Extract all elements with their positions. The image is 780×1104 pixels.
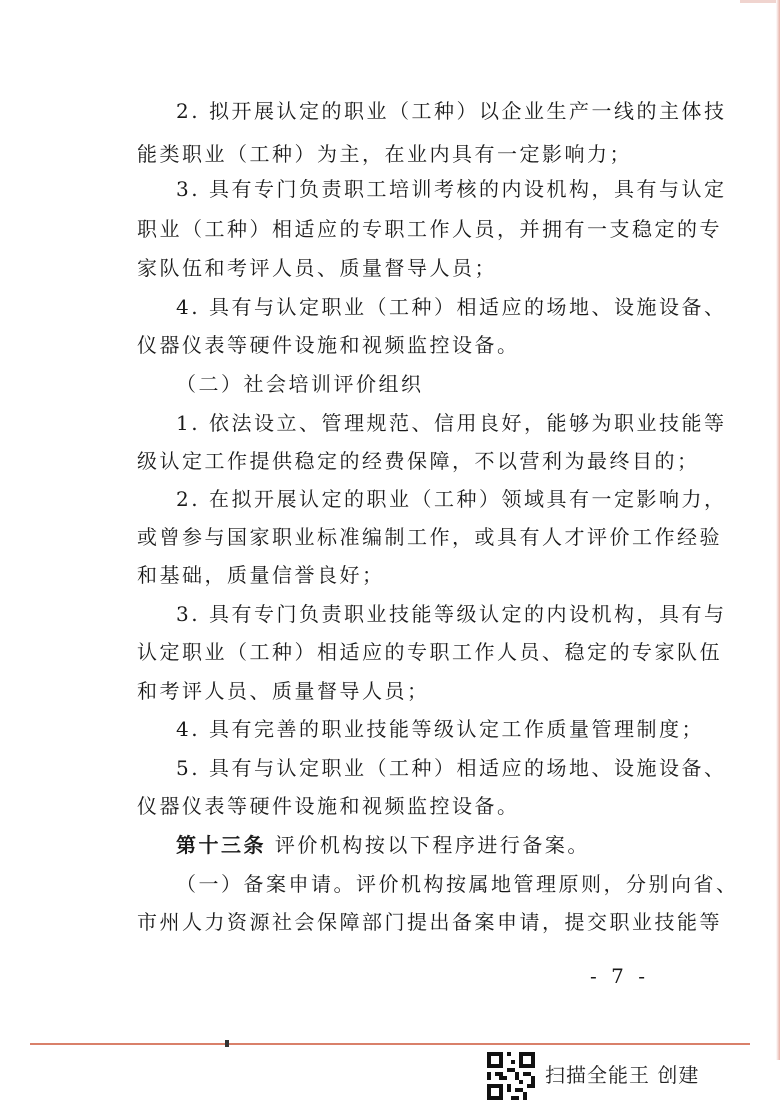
paragraph-line: 4. 具有与认定职业（工种）相适应的场地、设施设备、 xyxy=(176,295,727,319)
rule-mark xyxy=(225,1040,229,1047)
paragraph-line: 仪器仪表等硬件设施和视频监控设备。 xyxy=(137,333,520,357)
paragraph-line: 职业（工种）相适应的专职工作人员，并拥有一支稳定的专 xyxy=(137,217,722,241)
paragraph-line: 或曾参与国家职业标准编制工作，或具有人才评价工作经验 xyxy=(137,525,722,549)
article-line xyxy=(176,832,590,858)
paragraph-line: 3. 具有专门负责职业技能等级认定的内设机构，具有与 xyxy=(176,602,727,626)
paragraph-line: 和考评人员、质量督导人员； xyxy=(137,679,430,703)
paragraph-line: 市州人力资源社会保障部门提出备案申请，提交职业技能等 xyxy=(137,910,722,934)
paragraph-line: 1. 依法设立、管理规范、信用良好，能够为职业技能等 xyxy=(176,411,727,435)
paragraph-line: 级认定工作提供稳定的经费保障，不以营利为最终目的； xyxy=(137,449,700,473)
scan-edge-top xyxy=(740,0,780,3)
page-number: - 7 - xyxy=(590,964,649,988)
paragraph-line: 5. 具有与认定职业（工种）相适应的场地、设施设备、 xyxy=(176,756,727,780)
article-heading: 第十三条 xyxy=(176,833,266,857)
paragraph-line: 家队伍和考评人员、质量督导人员； xyxy=(137,256,497,280)
paragraph-line: 3. 具有专门负责职工培训考核的内设机构，具有与认定 xyxy=(176,177,727,201)
paragraph-line: 认定职业（工种）相适应的专职工作人员、稳定的专家队伍 xyxy=(137,640,722,664)
scan-edge-right xyxy=(776,0,780,1060)
bottom-rule xyxy=(30,1043,750,1045)
paragraph-line: 仪器仪表等硬件设施和视频监控设备。 xyxy=(137,794,520,818)
paragraph-line: 4. 具有完善的职业技能等级认定工作质量管理制度； xyxy=(176,717,704,741)
paragraph-line: 能类职业（工种）为主，在业内具有一定影响力； xyxy=(137,142,632,166)
paragraph-line: 和基础，质量信誉良好； xyxy=(137,563,385,587)
section-heading: （二）社会培训评价组织 xyxy=(176,372,424,396)
article-text: 评价机构按以下程序进行备案。 xyxy=(266,833,590,857)
paragraph-line: （一）备案申请。评价机构按属地管理原则，分别向省、 xyxy=(176,872,739,896)
paragraph-line: 2. 拟开展认定的职业（工种）以企业生产一线的主体技 xyxy=(176,99,727,123)
qr-code-icon xyxy=(487,1052,535,1100)
scanner-watermark: 扫描全能王 创建 xyxy=(545,1063,700,1087)
paragraph-line: 2. 在拟开展认定的职业（工种）领域具有一定影响力， xyxy=(176,487,727,511)
